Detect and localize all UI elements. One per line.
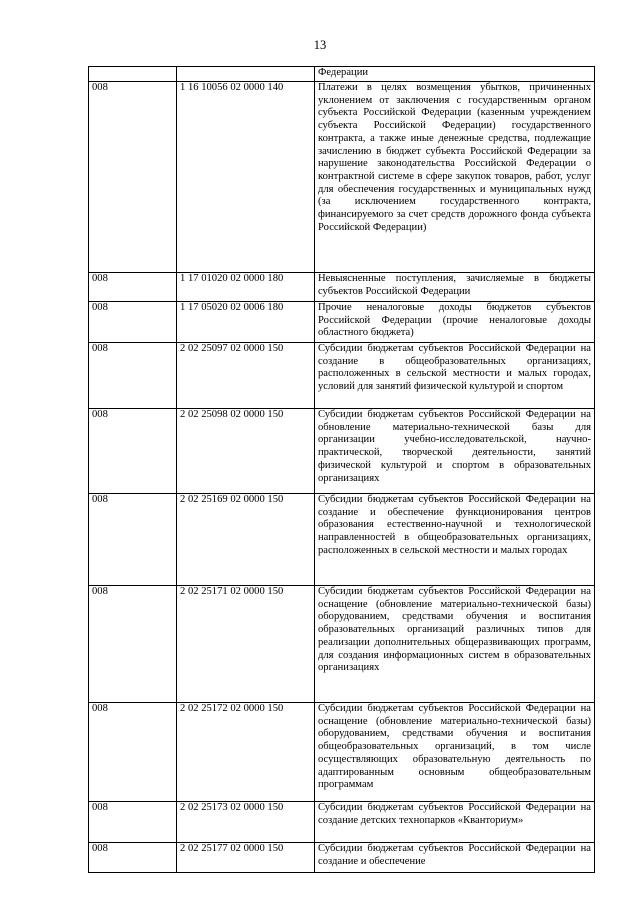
admin-code-cell: 008 bbox=[89, 703, 177, 802]
admin-code-cell: 008 bbox=[89, 586, 177, 703]
budget-code-cell bbox=[177, 67, 315, 82]
admin-code-cell bbox=[89, 67, 177, 82]
table-row bbox=[89, 703, 595, 802]
table-row bbox=[89, 273, 595, 302]
budget-code-cell: 2 02 25173 02 0000 150 bbox=[177, 802, 315, 843]
admin-code-cell: 008 bbox=[89, 302, 177, 343]
budget-code-cell: 2 02 25172 02 0000 150 bbox=[177, 703, 315, 802]
table-row bbox=[89, 494, 595, 586]
table-row bbox=[89, 409, 595, 494]
budget-code-cell: 2 02 25177 02 0000 150 bbox=[177, 843, 315, 873]
revenue-name-cell: Субсидии бюджетам субъектов Российской Федерации на обновление материально-технической базы для организации учебно-исследовательской, научно-практической, творческой деятельности, занятий физической культурой и спортом в образовательных организациях bbox=[315, 409, 595, 494]
table-row bbox=[89, 343, 595, 409]
revenue-name-cell: Федерации bbox=[315, 67, 595, 82]
admin-code-cell: 008 bbox=[89, 273, 177, 302]
table-row bbox=[89, 67, 595, 82]
admin-code-cell: 008 bbox=[89, 494, 177, 586]
revenue-name-cell: Субсидии бюджетам субъектов Российской Федерации на создание и обеспечение функционирования центров образования естественно-научной и технологической направленностей в общеобразовательных организациях, расположенных в сельской местности и малых городах bbox=[315, 494, 595, 586]
budget-code-cell: 1 16 10056 02 0000 140 bbox=[177, 82, 315, 273]
revenue-name-cell: Субсидии бюджетам субъектов Российской Федерации на создание и обеспечение bbox=[315, 843, 595, 873]
admin-code-cell: 008 bbox=[89, 82, 177, 273]
budget-code-cell: 2 02 25098 02 0000 150 bbox=[177, 409, 315, 494]
admin-code-cell: 008 bbox=[89, 409, 177, 494]
revenue-name-cell: Невыясненные поступления, зачисляемые в бюджеты субъектов Российской Федерации bbox=[315, 273, 595, 302]
table-row bbox=[89, 82, 595, 273]
budget-code-cell: 2 02 25169 02 0000 150 bbox=[177, 494, 315, 586]
table-row bbox=[89, 843, 595, 873]
page-number: 13 bbox=[313, 38, 327, 52]
revenue-name-cell: Субсидии бюджетам субъектов Российской Федерации на создание детских технопарков «Кванториум» bbox=[315, 802, 595, 843]
budget-code-cell: 1 17 05020 02 0006 180 bbox=[177, 302, 315, 343]
admin-code-cell: 008 bbox=[89, 843, 177, 873]
revenue-name-cell: Прочие неналоговые доходы бюджетов субъектов Российской Федерации (прочие неналоговые доходы областного бюджета) bbox=[315, 302, 595, 343]
budget-code-cell: 2 02 25171 02 0000 150 bbox=[177, 586, 315, 703]
revenue-name-cell: Субсидии бюджетам субъектов Российской Федерации на оснащение (обновление материально-технической базы) оборудованием, средствами обучения и воспитания образовательных организаций различных типов для реализации дополнительных общеразвивающих программ, для создания информационных систем в образовательных организациях bbox=[315, 586, 595, 703]
revenue-codes-table bbox=[88, 66, 595, 873]
revenue-name-cell: Субсидии бюджетам субъектов Российской Федерации на создание в общеобразовательных организациях, расположенных в сельской местности и малых городах, условий для занятий физической культурой и спортом bbox=[315, 343, 595, 409]
revenue-name-cell: Платежи в целях возмещения убытков, причиненных уклонением от заключения с государственным органом субъекта Российской Федерации (казенным учреждением субъекта Российской Федерации) государственного контракта, а также иные денежные средства, подлежащие зачислению в бюджет субъекта Российской Федерации за нарушение законодательства Российской Федерации о контрактной системе в сфере закупок товаров, работ, услуг для обеспечения государственных и муниципальных нужд (за исключением государственного контракта, финансируемого за счет средств дорожного фонда субъекта Российской Федерации) bbox=[315, 82, 595, 273]
table-row bbox=[89, 802, 595, 843]
budget-code-cell: 1 17 01020 02 0000 180 bbox=[177, 273, 315, 302]
revenue-name-cell: Субсидии бюджетам субъектов Российской Федерации на оснащение (обновление материально-технической базы) оборудованием, средствами обучения и воспитания общеобразовательных организаций, в том числе осуществляющих образовательную деятельность по адаптированным основным общеобразовательным программам bbox=[315, 703, 595, 802]
admin-code-cell: 008 bbox=[89, 802, 177, 843]
admin-code-cell: 008 bbox=[89, 343, 177, 409]
budget-code-cell: 2 02 25097 02 0000 150 bbox=[177, 343, 315, 409]
table-row bbox=[89, 586, 595, 703]
table-row bbox=[89, 302, 595, 343]
